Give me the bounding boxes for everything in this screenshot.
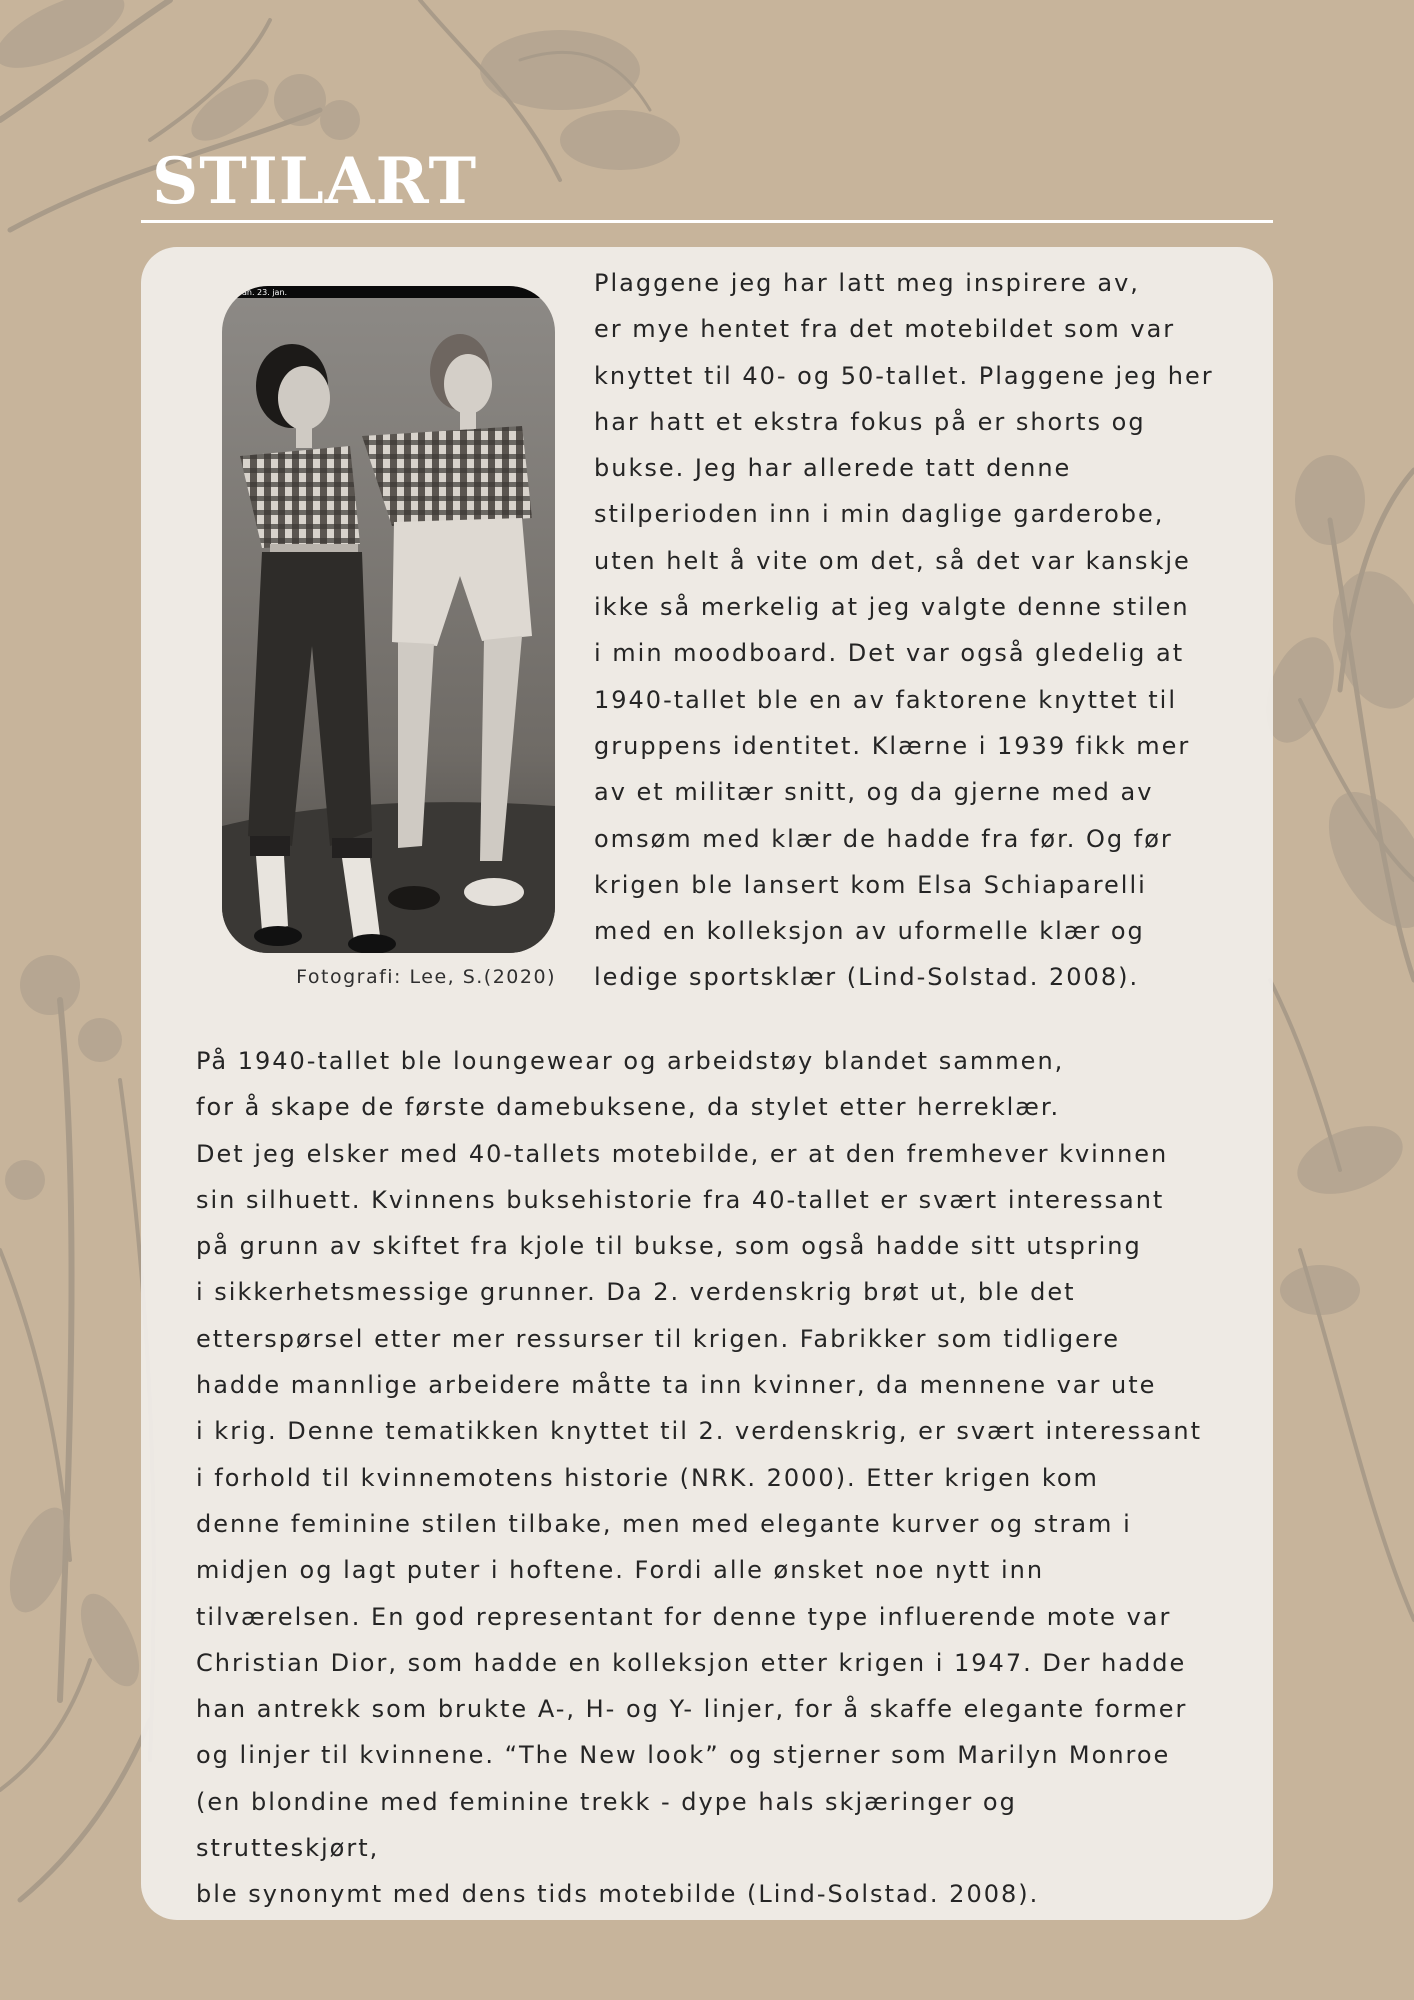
intro-line: Plaggene jeg har latt meg inspirere av, — [594, 269, 1140, 297]
main-line: på grunn av skiftet fra kjole til bukse, som også hadde sitt utspring — [196, 1232, 1142, 1261]
main-line: og linjer til kvinnene. “The New look” og stjerner som Marilyn Monroe — [196, 1741, 1171, 1770]
intro-line: ikke så merkelig at jeg valgte denne stilen — [594, 593, 1190, 622]
main-line: På 1940-tallet ble loungewear og arbeidstøy blandet sammen, — [196, 1047, 1065, 1075]
intro-line: omsøm med klær de hadde fra før. Og før — [594, 824, 1173, 853]
main-paragraph — [196, 1038, 1202, 1918]
main-line: midjen og lagt puter i hoftene. Fordi alle ønsket noe nytt inn — [196, 1556, 1045, 1585]
main-line: i forhold til kvinnemotens historie (NRK. 2000). Etter krigen kom — [196, 1463, 1099, 1492]
main-line: han antrekk som brukte A-, H- og Y- linjer, for å skaffe elegante former — [196, 1695, 1188, 1724]
main-line: (en blondine med feminine trekk - dype hals skjæringer og — [196, 1787, 1017, 1816]
intro-line: knyttet til 40- og 50-tallet. Plaggene jeg her — [594, 361, 1214, 390]
main-line: Det jeg elsker med 40-tallets motebilde, er at den fremhever kvinnen — [196, 1139, 1169, 1168]
vintage-fashion-photo — [222, 286, 555, 953]
intro-line: bukse. Jeg har allerede tatt denne — [594, 454, 1072, 483]
main-line: i sikkerhetsmessige grunner. Da 2. verdenskrig brøt ut, ble det — [196, 1278, 1076, 1307]
main-line: ble synonymt med dens tids motebilde (Lind-Solstad. 2008). — [196, 1880, 1040, 1909]
photo-caption: Fotografi: Lee, S.(2020) — [296, 966, 556, 988]
intro-line: av et militær snitt, og da gjerne med av — [594, 778, 1154, 807]
intro-line: gruppens identitet. Klærne i 1939 fikk mer — [594, 731, 1191, 760]
intro-line: ledige sportsklær (Lind-Solstad. 2008). — [594, 963, 1140, 992]
main-line: strutteskjørt, — [196, 1834, 380, 1863]
intro-line: stilperioden inn i min daglige garderobe, — [594, 500, 1165, 529]
intro-paragraph — [594, 260, 1214, 1001]
main-line: tilværelsen. En god representant for denne type influerende mote var — [196, 1602, 1172, 1631]
page-title: STILART — [152, 144, 478, 219]
main-line: etterspørsel etter mer ressurser til krigen. Fabrikker som tidligere — [196, 1324, 1121, 1353]
intro-line: 1940-tallet ble en av faktorene knyttet til — [594, 685, 1177, 714]
main-line: for å skape de første damebuksene, da stylet etter herreklær. — [196, 1093, 1061, 1122]
intro-line: uten helt å vite om det, så det var kanskje — [594, 546, 1191, 575]
photo-overlay-text: an. 23. jan. — [242, 288, 288, 297]
main-line: sin silhuett. Kvinnens buksehistorie fra 40-tallet er svært interessant — [196, 1185, 1165, 1214]
intro-line: i min moodboard. Det var også gledelig at — [594, 639, 1185, 668]
main-line: i krig. Denne tematikken knyttet til 2. verdenskrig, er svært interessant — [196, 1417, 1203, 1446]
main-line: Christian Dior, som hadde en kolleksjon etter krigen i 1947. Der hadde — [196, 1648, 1187, 1677]
intro-line: med en kolleksjon av uformelle klær og — [594, 917, 1145, 946]
intro-line: er mye hentet fra det motebildet som var — [594, 315, 1176, 344]
intro-line: har hatt et ekstra fokus på er shorts og — [594, 407, 1146, 436]
main-line: hadde mannlige arbeidere måtte ta inn kvinner, da mennene var ute — [196, 1371, 1157, 1400]
intro-line: krigen ble lansert kom Elsa Schiaparelli — [594, 870, 1147, 899]
title-divider — [141, 220, 1273, 223]
main-line: denne feminine stilen tilbake, men med elegante kurver og stram i — [196, 1509, 1132, 1538]
